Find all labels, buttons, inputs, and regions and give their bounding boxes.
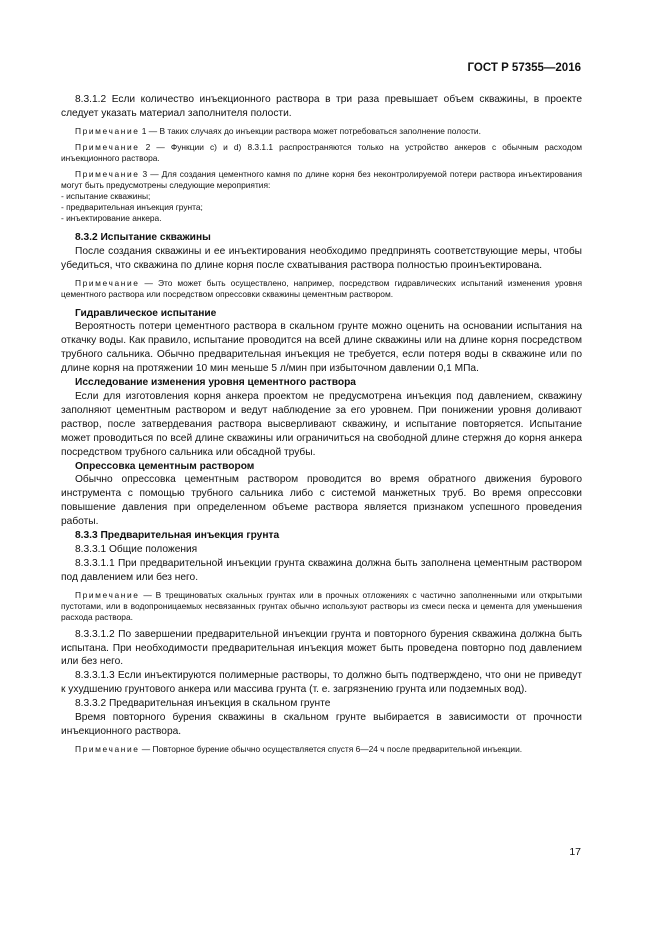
heading-crimping: Опрессовка цементным раствором (75, 460, 255, 472)
note-1 (61, 126, 582, 137)
note-text: — Повторное бурение обычно осуществляется спустя 6—24 ч после предварительной инъекции. (139, 743, 523, 754)
paragraph-8-3-3-2-body: Время повторного бурения скважины в скальном грунте выбирается в зависимости от прочности инъекционного раствора. (61, 712, 582, 737)
note-text: — В трещиноватых скальных грунтах или в прочных отложениях с частично заполненными или открытыми пустотами, или в водопроницаемых несвязанных грунтах обычно используют растворы из смеси песка и цемента для уменьшения расхода раствора. (61, 589, 582, 622)
heading-level-study: Исследование изменения уровня цементного раствора (75, 377, 356, 389)
paragraph-8-3-3-1-1: 8.3.3.1.1 При предварительной инъекции грунта скважина должна быть заполнена цементным раствором под давлением или без него. (61, 557, 582, 583)
paragraph-8-3-3-1-3: 8.3.3.1.3 Если инъектируются полимерные растворы, то должно быть подтверждено, что они не приведут к ухудшению грунтового анкера или массива грунта (т. е. загрязнению грунта или подземных вод). (61, 670, 582, 696)
list-item: - предварительная инъекция грунта; (61, 201, 203, 212)
paragraph-level-study: Если для изготовления корня анкера проектом не предусмотрена инъекция под давлением, скважину заполняют цементным раствором и ведут наблюдение за его уровнем. При понижении уровня доливают раствор, после затвердевания раствора высверливают скважину, и испытание повторяется. Испытание может проводиться по всей длине скважины или ограничиться на свободной длине стержня до корня анкера посредством трубного сальника или обсадной трубы. (61, 390, 582, 458)
note-4 (61, 278, 582, 300)
list-item: - инъектирование анкера. (61, 212, 162, 223)
note-label: Примечание (75, 743, 140, 754)
note-label: Примечание (75, 168, 140, 179)
note-label: Примечание (75, 125, 140, 136)
paragraph-crimping: Обычно опрессовка цементным раствором проводится во время обратного движения бурового инструмента с помощью трубного сальника либо с системой манжетных труб. Во время опрессовки повышение давления при определенном объеме раствора является признаком успешного проведения работы. (61, 474, 582, 528)
note-2 (61, 142, 582, 164)
note-6 (61, 744, 582, 755)
paragraph-8-3-2: После создания скважины и ее инъектирования необходимо предпринять соответствующие меры, чтобы убедиться, что скважина по длине корня после схватывания раствора полностью проинъектирована. (61, 245, 582, 271)
note-5 (61, 590, 582, 623)
list-item: - испытание скважины; (61, 190, 151, 201)
document-body (61, 93, 582, 755)
page-number: 17 (569, 846, 581, 858)
heading-8-3-2: 8.3.2 Испытание скважины (75, 231, 211, 243)
note-label: Примечание (75, 277, 140, 288)
note-label: Примечание (75, 141, 140, 152)
note-text: — Это может быть осуществлено, например, посредством гидравлических испытаний изменения уровня цементного раствора или посредством опрессовки скважины цементным раствором. (61, 277, 582, 299)
paragraph-8-3-3-2: 8.3.3.2 Предварительная инъекция в скальном грунте (75, 698, 331, 710)
note-text: 3 — Для создания цементного камня по длине корня без неконтролируемой потери раствора инъектирования могут быть предусмотрены следующие мероприятия: (61, 168, 582, 190)
paragraph-8-3-1-2: 8.3.1.2 Если количество инъекционного раствора в три раза превышает объем скважины, в проекте следует указать материал заполнителя полости. (61, 94, 582, 119)
note-text: 2 — Функции c) и d) 8.3.1.1 распространяются только на устройство анкеров с обычным расходом инъекционного раствора. (61, 141, 582, 163)
paragraph-hydraulic-test: Вероятность потери цементного раствора в скальном грунте можно оценить на основании испытания на откачку воды. Как правило, испытание проводится на всей длине скважины или на длине корня посредством трубного сальника. Обычно предварительная инъекция не требуется, если потеря воды в скважине или по длине корня на протяжении 10 мин меньше 5 л/мин при избыточном давлении 0,1 МПа. (61, 321, 582, 375)
heading-hydraulic-test: Гидравлическое испытание (75, 307, 217, 319)
note-3 (61, 169, 582, 191)
document-header: ГОСТ Р 57355—2016 (467, 62, 581, 74)
paragraph-8-3-3-1: 8.3.3.1 Общие положения (75, 543, 198, 555)
paragraph-8-3-3-1-2: 8.3.3.1.2 По завершении предварительной инъекции грунта и повторного бурения скважина должна быть испытана. При необходимости предварительная инъекция может быть проведена повторно под давлением или без него. (61, 628, 582, 668)
note-text: 1 — В таких случаях до инъекции раствора может потребоваться заполнение полости. (139, 125, 481, 136)
note-label: Примечание (75, 589, 140, 600)
heading-8-3-3: 8.3.3 Предварительная инъекция грунта (75, 530, 280, 542)
